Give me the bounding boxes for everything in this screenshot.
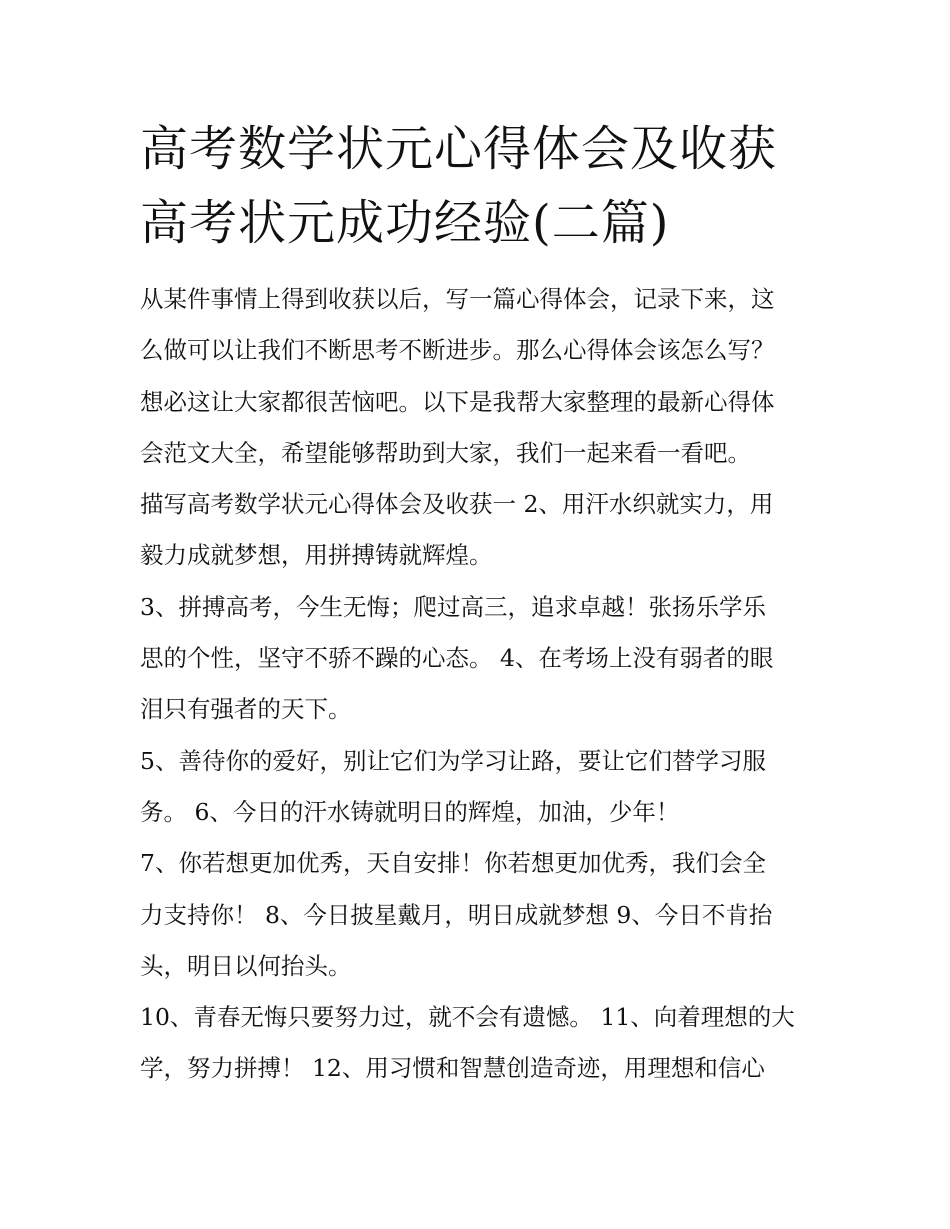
body-line: 10、青春无悔只要努力过，就不会有遗憾。 11、向着理想的大 [140, 1003, 795, 1032]
body-line: 3、拼搏高考，今生无悔；爬过高三，追求卓越！张扬乐学乐 [140, 592, 766, 621]
body-line: 思的个性，坚守不骄不躁的心态。 4、在考场上没有弱者的眼 [140, 644, 774, 673]
body-line: 学，努力拼搏！ 12、用习惯和智慧创造奇迹，用理想和信心 [140, 1054, 765, 1083]
body-line: 5、善待你的爱好，别让它们为学习让路，要让它们替学习服 [140, 746, 766, 775]
body-line: 从某件事情上得到收获以后，写一篇心得体会，记录下来，这 [140, 285, 775, 313]
body-line: 么做可以让我们不断思考不断进步。那么心得体会该怎么写？ [140, 336, 775, 365]
body-line: 描写高考数学状元心得体会及收获一 2、用汗水织就实力，用 [140, 490, 774, 519]
body-line: 会范文大全，希望能够帮助到大家，我们一起来看一看吧。 [140, 438, 751, 467]
title-line-1: 高考数学状元心得体会及收获 [140, 121, 778, 177]
title-line-2: 高考状元成功经验(二篇) [140, 195, 670, 251]
document-body [140, 274, 820, 1095]
body-line: 务。 6、今日的汗水铸就明日的辉煌，加油，少年！ [140, 797, 680, 826]
body-line: 7、你若想更加优秀，天自安排！你若想更加优秀，我们会全 [140, 849, 766, 878]
document-title [140, 112, 840, 260]
body-line: 毅力成就梦想，用拼搏铸就辉煌。 [140, 541, 493, 570]
body-line: 泪只有强者的天下。 [140, 695, 352, 724]
body-line: 头，明日以何抬头。 [140, 951, 352, 980]
body-line: 想必这让大家都很苦恼吧。以下是我帮大家整理的最新心得体 [140, 387, 775, 416]
body-line: 力支持你！ 8、今日披星戴月，明日成就梦想 9、今日不肯抬 [140, 900, 773, 929]
